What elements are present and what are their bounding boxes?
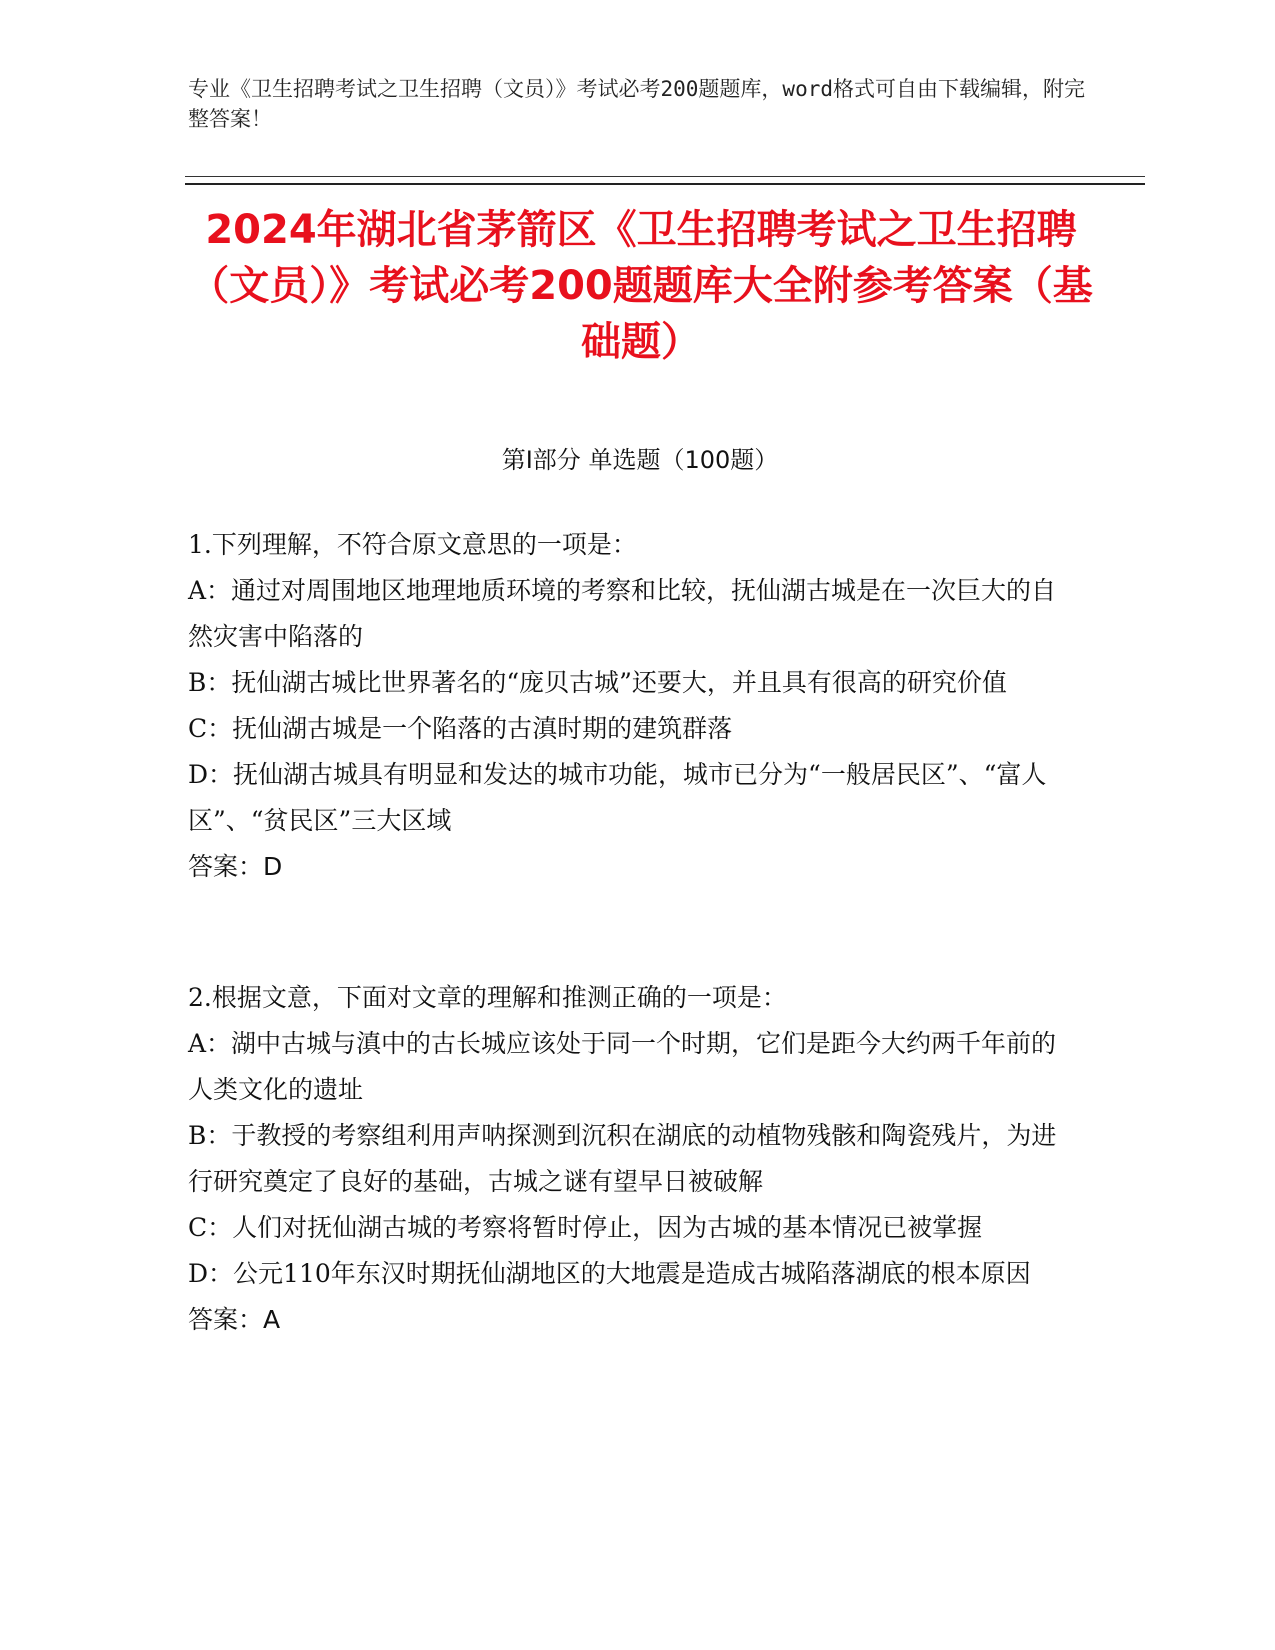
option-d: D：公元110年东汉时期抚仙湖地区的大地震是造成古城陷落湖底的根本原因 — [188, 1259, 1031, 1288]
option-a: A：通过对周围地区地理地质环境的考察和比较，抚仙湖古城是在一次巨大的自然灾害中陷落的 — [188, 576, 1057, 651]
option-c: C：抚仙湖古城是一个陷落的古滇时期的建筑群落 — [188, 714, 733, 743]
header-rule-thin — [185, 176, 1145, 177]
option-b: B：于教授的考察组利用声呐探测到沉积在湖底的动植物残骸和陶瓷残片，为进行研究奠定了良好的基础，古城之谜有望早日被破解 — [188, 1121, 1057, 1196]
section-heading: 第I部分 单选题（100题） — [501, 446, 779, 474]
header-rule-thick — [185, 183, 1145, 185]
option-d: D：抚仙湖古城具有明显和发达的城市功能，城市已分为“一般居民区”、“富人区”、“贫民区”三大区域 — [188, 760, 1047, 835]
question-stem: 1.下列理解，不符合原文意思的一项是： — [188, 530, 637, 559]
option-c: C：人们对抚仙湖古城的考察将暂时停止，因为古城的基本情况已被掌握 — [188, 1213, 983, 1242]
option-b: B：抚仙湖古城比世界著名的“庞贝古城”还要大，并且具有很高的研究价值 — [188, 668, 1007, 697]
intro-text: 专业《卫生招聘考试之卫生招聘（文员）》考试必考200题题库，word格式可自由下载编辑，附完整答案！ — [188, 77, 1085, 131]
question-2 — [188, 975, 1073, 1343]
document-title: 2024年湖北省茅箭区《卫生招聘考试之卫生招聘（文员）》考试必考200题题库大全附参考答案（基础题） — [189, 207, 1093, 365]
answer: 答案：A — [188, 1305, 281, 1334]
option-a: A：湖中古城与滇中的古长城应该处于同一个时期，它们是距今大约两千年前的人类文化的遗址 — [188, 1029, 1057, 1104]
question-stem: 2.根据文意，下面对文章的理解和推测正确的一项是： — [188, 983, 787, 1012]
answer: 答案：D — [188, 852, 283, 881]
question-1 — [188, 522, 1073, 890]
